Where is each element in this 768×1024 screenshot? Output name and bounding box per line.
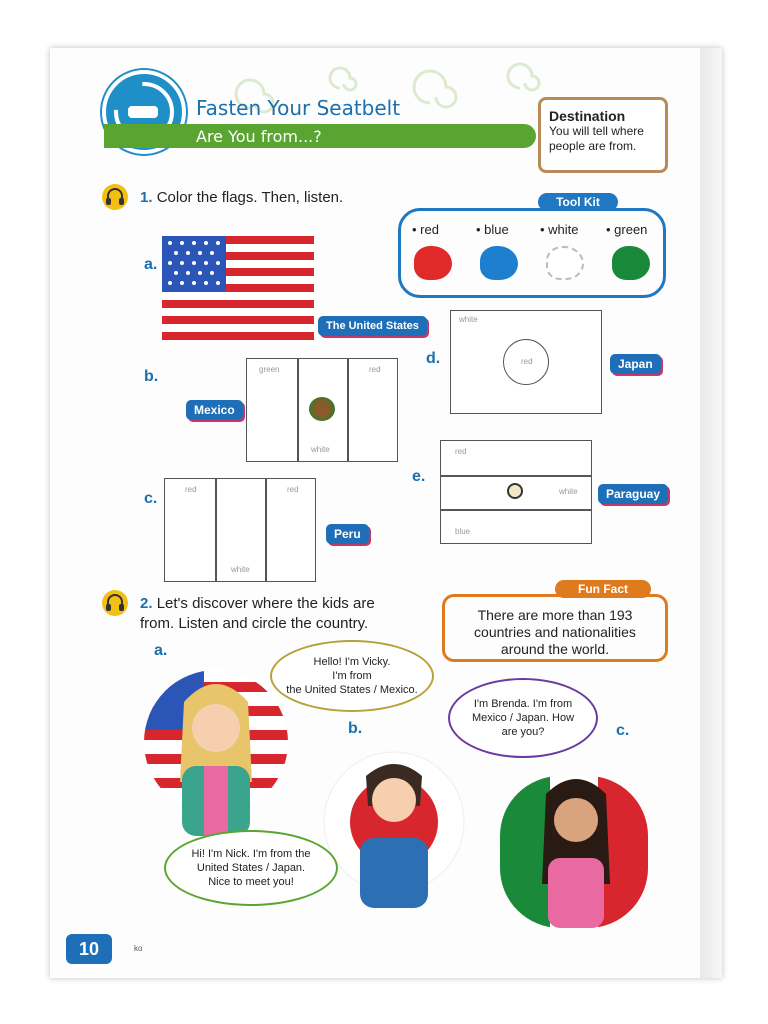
vicky-line2: I'm from — [332, 670, 372, 682]
flag-c-letter: c. — [144, 490, 158, 507]
vicky-line3: the United States / Mexico. — [286, 684, 418, 696]
fun-fact-label: Fun Fact — [555, 580, 651, 598]
peru-label-red-right: red — [287, 485, 299, 494]
nick-line3: Nice to meet you! — [208, 876, 294, 888]
nick-line2: United States / Japan. — [196, 862, 306, 874]
fun-fact-line2: countries and nationalities — [474, 624, 636, 640]
mexico-label-red: red — [369, 365, 381, 374]
white-paint-blob — [546, 246, 584, 280]
page-title: Fasten Your Seatbelt — [196, 96, 401, 120]
headphones-icon — [102, 184, 128, 210]
green-paint-blob — [612, 246, 650, 280]
flag-e-letter: e. — [412, 468, 426, 485]
boy-nick-illustration — [314, 738, 474, 918]
fun-fact-box — [442, 594, 668, 662]
brenda-line3: are you? — [501, 726, 545, 738]
exercise-2-line2: from. Listen and circle the country. — [140, 615, 369, 632]
mexico-coat-of-arms-icon — [309, 397, 335, 421]
peru-label-white: white — [231, 565, 250, 574]
page-mark: ko — [134, 944, 143, 953]
workbook-page — [50, 48, 722, 978]
page-number: 10 — [66, 934, 112, 964]
paraguay-emblem-icon — [507, 483, 523, 499]
country-label-usa: The United States — [318, 316, 427, 336]
destination-text: You will tell where people are from. — [549, 124, 644, 153]
japan-flag — [450, 310, 602, 414]
speech-bubble-nick — [164, 830, 338, 906]
mexico-label-green: green — [259, 365, 280, 374]
girl-vicky-illustration — [136, 662, 296, 842]
toolkit-color-red: • red — [412, 222, 439, 237]
brenda-line1: I'm Brenda. I'm from — [473, 698, 573, 710]
nick-line1: Hi! I'm Nick. I'm from the — [191, 848, 311, 860]
fun-fact-line3: around the world. — [500, 641, 610, 657]
paraguay-label-white: white — [559, 487, 578, 496]
flag-d-letter: d. — [426, 350, 441, 367]
paraguay-label-blue: blue — [455, 527, 471, 536]
peru-flag — [164, 478, 316, 582]
country-label-japan: Japan — [610, 354, 661, 374]
exercise-1-instruction: Color the flags. Then, listen. — [156, 189, 344, 206]
japan-label-white: white — [459, 315, 478, 324]
mexico-label-white: white — [311, 445, 330, 454]
toolkit-color-blue: • blue — [476, 222, 509, 237]
mexico-flag — [246, 358, 398, 462]
paraguay-flag — [440, 440, 592, 544]
paraguay-label-red: red — [455, 447, 467, 456]
speech-bubble-brenda — [448, 678, 598, 758]
exercise-1-number: 1. — [140, 189, 153, 206]
page-edge — [700, 48, 722, 978]
japan-label-red: red — [521, 357, 533, 366]
kid-b-letter: b. — [348, 720, 363, 737]
usa-flag — [162, 236, 314, 340]
country-label-mexico: Mexico — [186, 400, 243, 420]
exercise-2-title — [140, 594, 375, 634]
red-paint-blob — [414, 246, 452, 280]
fun-fact-line1: There are more than 193 — [477, 607, 633, 623]
page-subtitle: Are You from...? — [196, 127, 322, 146]
country-label-peru: Peru — [326, 524, 369, 544]
kid-a-letter: a. — [154, 642, 168, 659]
exercise-2-number: 2. — [140, 595, 153, 612]
toolkit-color-white: • white — [540, 222, 579, 237]
peru-label-red-left: red — [185, 485, 197, 494]
girl-brenda-illustration — [496, 754, 656, 930]
toolkit-label: Tool Kit — [538, 193, 618, 211]
toolkit-color-green: • green — [606, 222, 648, 237]
kid-c-letter: c. — [616, 722, 630, 739]
headphones-icon — [102, 590, 128, 616]
flag-b-letter: b. — [144, 368, 159, 385]
destination-box — [538, 97, 668, 173]
country-label-paraguay: Paraguay — [598, 484, 668, 504]
destination-title: Destination — [549, 108, 626, 124]
blue-paint-blob — [480, 246, 518, 280]
exercise-2-line1: Let's discover where the kids are — [156, 595, 375, 612]
flag-a-letter: a. — [144, 256, 158, 273]
brenda-line2: Mexico / Japan. How — [471, 712, 575, 724]
exercise-1-title — [140, 188, 343, 208]
vicky-line1: Hello! I'm Vicky. — [313, 656, 391, 668]
